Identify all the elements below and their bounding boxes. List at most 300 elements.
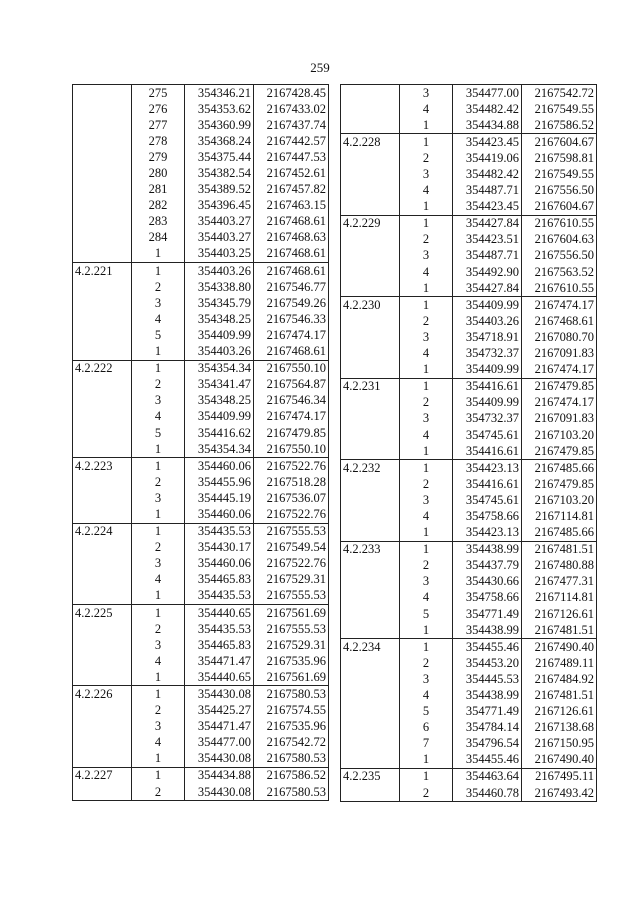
- point-number-cell: 4: [400, 346, 453, 362]
- point-number-cell: 3: [400, 248, 453, 264]
- point-number-cell: 4: [400, 183, 453, 199]
- table-row: [341, 166, 597, 182]
- point-number-cell: 1: [132, 246, 185, 263]
- x-coordinate-cell: 354338.80: [185, 279, 254, 295]
- point-number-cell: 1: [400, 134, 453, 151]
- y-coordinate-cell: 2167468.61: [254, 246, 329, 263]
- y-coordinate-cell: 2167481.51: [522, 541, 597, 558]
- x-coordinate-cell: 354463.64: [453, 768, 522, 785]
- y-coordinate-cell: 2167586.52: [254, 767, 329, 784]
- point-number-cell: 4: [400, 590, 453, 606]
- point-number-cell: 2: [132, 784, 185, 801]
- table-row: [73, 409, 329, 425]
- section-cell: 4.2.234: [341, 639, 400, 656]
- section-cell: [73, 230, 132, 246]
- point-number-cell: 1: [400, 541, 453, 558]
- x-coordinate-cell: 354409.99: [453, 362, 522, 379]
- table-row: [73, 621, 329, 637]
- x-coordinate-cell: 354416.62: [185, 425, 254, 441]
- table-row: [341, 655, 597, 671]
- point-number-cell: 1: [400, 525, 453, 542]
- point-number-cell: 4: [132, 653, 185, 669]
- point-number-cell: 1: [132, 686, 185, 703]
- table-row: [73, 540, 329, 556]
- point-number-cell: 276: [132, 101, 185, 117]
- table-row: [73, 669, 329, 686]
- table-row: [341, 101, 597, 117]
- section-cell: [341, 590, 400, 606]
- table-row: [341, 362, 597, 379]
- y-coordinate-cell: 2167598.81: [522, 150, 597, 166]
- table-row: [73, 360, 329, 377]
- table-row: [73, 101, 329, 117]
- section-cell: [73, 393, 132, 409]
- section-cell: [73, 490, 132, 506]
- x-coordinate-cell: 354482.42: [453, 101, 522, 117]
- table-row: [341, 785, 597, 802]
- x-coordinate-cell: 354427.84: [453, 215, 522, 232]
- table-row: [73, 425, 329, 441]
- x-coordinate-cell: 354440.65: [185, 669, 254, 686]
- y-coordinate-cell: 2167561.69: [254, 669, 329, 686]
- table-row: [73, 637, 329, 653]
- section-cell: [73, 784, 132, 801]
- x-coordinate-cell: 354465.83: [185, 637, 254, 653]
- point-number-cell: 1: [400, 199, 453, 216]
- section-cell: [341, 101, 400, 117]
- y-coordinate-cell: 2167479.85: [254, 425, 329, 441]
- y-coordinate-cell: 2167468.61: [254, 263, 329, 280]
- y-coordinate-cell: 2167474.17: [254, 327, 329, 343]
- y-coordinate-cell: 2167468.61: [254, 344, 329, 361]
- y-coordinate-cell: 2167150.95: [522, 736, 597, 752]
- y-coordinate-cell: 2167546.33: [254, 311, 329, 327]
- section-cell: [341, 346, 400, 362]
- table-row: [341, 704, 597, 720]
- x-coordinate-cell: 354403.27: [185, 214, 254, 230]
- table-row: [73, 703, 329, 719]
- point-number-cell: 5: [132, 327, 185, 343]
- x-coordinate-cell: 354353.62: [185, 101, 254, 117]
- table-row: [341, 117, 597, 134]
- section-cell: [341, 264, 400, 280]
- point-number-cell: 3: [400, 166, 453, 182]
- x-coordinate-cell: 354465.83: [185, 572, 254, 588]
- x-coordinate-cell: 354425.27: [185, 703, 254, 719]
- point-number-cell: 2: [400, 476, 453, 492]
- x-coordinate-cell: 354341.47: [185, 377, 254, 393]
- point-number-cell: 1: [400, 460, 453, 477]
- x-coordinate-cell: 354430.08: [185, 751, 254, 768]
- x-coordinate-cell: 354427.84: [453, 280, 522, 297]
- section-cell: [341, 150, 400, 166]
- point-number-cell: 1: [400, 768, 453, 785]
- section-cell: [73, 344, 132, 361]
- y-coordinate-cell: 2167468.61: [522, 313, 597, 329]
- table-row: [73, 784, 329, 801]
- table-row: [73, 719, 329, 735]
- x-coordinate-cell: 354403.26: [185, 344, 254, 361]
- section-cell: 4.2.226: [73, 686, 132, 703]
- y-coordinate-cell: 2167546.77: [254, 279, 329, 295]
- y-coordinate-cell: 2167574.55: [254, 703, 329, 719]
- section-cell: [341, 671, 400, 687]
- section-cell: [341, 622, 400, 639]
- y-coordinate-cell: 2167542.72: [254, 735, 329, 751]
- y-coordinate-cell: 2167604.67: [522, 199, 597, 216]
- point-number-cell: 1: [400, 443, 453, 460]
- point-number-cell: 1: [132, 669, 185, 686]
- y-coordinate-cell: 2167556.50: [522, 183, 597, 199]
- x-coordinate-cell: 354453.20: [453, 655, 522, 671]
- section-cell: [341, 427, 400, 443]
- point-number-cell: 4: [132, 735, 185, 751]
- x-coordinate-cell: 354482.42: [453, 166, 522, 182]
- section-cell: [341, 166, 400, 182]
- x-coordinate-cell: 354430.08: [185, 784, 254, 801]
- point-number-cell: 1: [132, 360, 185, 377]
- point-number-cell: 1: [400, 378, 453, 395]
- x-coordinate-cell: 354430.66: [453, 574, 522, 590]
- x-coordinate-cell: 354416.61: [453, 378, 522, 395]
- y-coordinate-cell: 2167542.72: [522, 85, 597, 102]
- y-coordinate-cell: 2167091.83: [522, 411, 597, 427]
- section-cell: [341, 443, 400, 460]
- point-number-cell: 2: [132, 377, 185, 393]
- x-coordinate-cell: 354423.45: [453, 199, 522, 216]
- y-coordinate-cell: 2167442.57: [254, 133, 329, 149]
- point-number-cell: 281: [132, 182, 185, 198]
- table-row: [341, 264, 597, 280]
- section-cell: [73, 719, 132, 735]
- x-coordinate-cell: 354477.00: [185, 735, 254, 751]
- table-row: [341, 492, 597, 508]
- table-row: [73, 751, 329, 768]
- x-coordinate-cell: 354419.06: [453, 150, 522, 166]
- table-row: [73, 572, 329, 588]
- table-row: [73, 182, 329, 198]
- x-coordinate-cell: 354796.54: [453, 736, 522, 752]
- table-row: [73, 441, 329, 458]
- table-row: [341, 768, 597, 785]
- table-row: [341, 590, 597, 606]
- table-row: [73, 295, 329, 311]
- point-number-cell: 2: [132, 703, 185, 719]
- x-coordinate-cell: 354423.13: [453, 460, 522, 477]
- y-coordinate-cell: 2167610.55: [522, 280, 597, 297]
- y-coordinate-cell: 2167549.54: [254, 540, 329, 556]
- y-coordinate-cell: 2167604.67: [522, 134, 597, 151]
- point-number-cell: 4: [400, 101, 453, 117]
- section-cell: [73, 572, 132, 588]
- section-cell: [341, 199, 400, 216]
- x-coordinate-cell: 354416.61: [453, 476, 522, 492]
- table-row: [73, 198, 329, 214]
- point-number-cell: 1: [132, 458, 185, 475]
- section-cell: [73, 198, 132, 214]
- y-coordinate-cell: 2167474.17: [522, 297, 597, 314]
- y-coordinate-cell: 2167580.53: [254, 751, 329, 768]
- section-cell: [73, 295, 132, 311]
- section-cell: [73, 653, 132, 669]
- point-number-cell: 4: [400, 687, 453, 703]
- section-cell: [73, 474, 132, 490]
- x-coordinate-cell: 354455.96: [185, 474, 254, 490]
- section-cell: [73, 409, 132, 425]
- x-coordinate-cell: 354771.49: [453, 606, 522, 622]
- x-coordinate-cell: 354354.34: [185, 360, 254, 377]
- table-row: [341, 558, 597, 574]
- x-coordinate-cell: 354409.99: [453, 297, 522, 314]
- section-cell: [73, 133, 132, 149]
- table-row: [341, 460, 597, 477]
- y-coordinate-cell: 2167447.53: [254, 149, 329, 165]
- x-coordinate-cell: 354460.06: [185, 458, 254, 475]
- x-coordinate-cell: 354409.99: [185, 409, 254, 425]
- section-cell: [73, 117, 132, 133]
- point-number-cell: 3: [132, 637, 185, 653]
- section-cell: 4.2.229: [341, 215, 400, 232]
- section-cell: [73, 377, 132, 393]
- y-coordinate-cell: 2167479.85: [522, 443, 597, 460]
- section-cell: [341, 752, 400, 769]
- table-row: [73, 85, 329, 102]
- x-coordinate-cell: 354758.66: [453, 508, 522, 524]
- point-number-cell: 1: [132, 344, 185, 361]
- table-row: [341, 736, 597, 752]
- table-row: [341, 329, 597, 345]
- section-cell: [73, 588, 132, 605]
- y-coordinate-cell: 2167474.17: [522, 395, 597, 411]
- section-cell: [73, 165, 132, 181]
- y-coordinate-cell: 2167580.53: [254, 686, 329, 703]
- table-row: [341, 280, 597, 297]
- x-coordinate-cell: 354368.24: [185, 133, 254, 149]
- y-coordinate-cell: 2167550.10: [254, 360, 329, 377]
- table-row: [73, 474, 329, 490]
- x-coordinate-cell: 354732.37: [453, 411, 522, 427]
- y-coordinate-cell: 2167480.88: [522, 558, 597, 574]
- y-coordinate-cell: 2167468.63: [254, 230, 329, 246]
- section-cell: 4.2.230: [341, 297, 400, 314]
- x-coordinate-cell: 354718.91: [453, 329, 522, 345]
- section-cell: [341, 395, 400, 411]
- point-number-cell: 284: [132, 230, 185, 246]
- section-cell: 4.2.221: [73, 263, 132, 280]
- x-coordinate-cell: 354438.99: [453, 622, 522, 639]
- y-coordinate-cell: 2167555.53: [254, 588, 329, 605]
- point-number-cell: 3: [132, 556, 185, 572]
- table-row: [341, 752, 597, 769]
- point-number-cell: 5: [400, 606, 453, 622]
- y-coordinate-cell: 2167479.85: [522, 378, 597, 395]
- point-number-cell: 1: [132, 767, 185, 784]
- y-coordinate-cell: 2167490.40: [522, 752, 597, 769]
- section-cell: [341, 476, 400, 492]
- table-row: [73, 246, 329, 263]
- x-coordinate-cell: 354375.44: [185, 149, 254, 165]
- y-coordinate-cell: 2167457.82: [254, 182, 329, 198]
- section-cell: [341, 117, 400, 134]
- point-number-cell: 1: [132, 588, 185, 605]
- table-row: [73, 767, 329, 784]
- table-row: [341, 215, 597, 232]
- point-number-cell: 3: [132, 295, 185, 311]
- y-coordinate-cell: 2167555.53: [254, 523, 329, 540]
- table-row: [341, 313, 597, 329]
- y-coordinate-cell: 2167549.26: [254, 295, 329, 311]
- point-number-cell: 278: [132, 133, 185, 149]
- x-coordinate-cell: 354409.99: [453, 395, 522, 411]
- y-coordinate-cell: 2167604.63: [522, 232, 597, 248]
- x-coordinate-cell: 354435.53: [185, 523, 254, 540]
- table-row: [341, 687, 597, 703]
- point-number-cell: 1: [132, 751, 185, 768]
- table-row: [341, 183, 597, 199]
- y-coordinate-cell: 2167091.83: [522, 346, 597, 362]
- section-cell: [73, 669, 132, 686]
- section-cell: 4.2.227: [73, 767, 132, 784]
- table-row: [73, 735, 329, 751]
- y-coordinate-cell: 2167437.74: [254, 117, 329, 133]
- point-number-cell: 3: [400, 671, 453, 687]
- x-coordinate-cell: 354477.00: [453, 85, 522, 102]
- point-number-cell: 6: [400, 720, 453, 736]
- section-cell: 4.2.225: [73, 605, 132, 622]
- section-cell: 4.2.232: [341, 460, 400, 477]
- x-coordinate-cell: 354403.25: [185, 246, 254, 263]
- point-number-cell: 2: [400, 785, 453, 802]
- section-cell: [73, 506, 132, 523]
- point-number-cell: 2: [400, 655, 453, 671]
- table-row: [341, 574, 597, 590]
- y-coordinate-cell: 2167463.15: [254, 198, 329, 214]
- x-coordinate-cell: 354430.17: [185, 540, 254, 556]
- section-cell: [73, 540, 132, 556]
- x-coordinate-cell: 354348.25: [185, 393, 254, 409]
- y-coordinate-cell: 2167481.51: [522, 622, 597, 639]
- table-row: [73, 653, 329, 669]
- point-number-cell: 1: [400, 622, 453, 639]
- section-cell: [341, 785, 400, 802]
- point-number-cell: 3: [400, 85, 453, 102]
- point-number-cell: 275: [132, 85, 185, 102]
- table-row: [341, 525, 597, 542]
- section-cell: [73, 703, 132, 719]
- x-coordinate-cell: 354487.71: [453, 248, 522, 264]
- x-coordinate-cell: 354423.45: [453, 134, 522, 151]
- y-coordinate-cell: 2167586.52: [522, 117, 597, 134]
- y-coordinate-cell: 2167138.68: [522, 720, 597, 736]
- table-row: [73, 506, 329, 523]
- point-number-cell: 1: [400, 117, 453, 134]
- section-cell: [73, 327, 132, 343]
- point-number-cell: 5: [132, 425, 185, 441]
- point-number-cell: 283: [132, 214, 185, 230]
- section-cell: [341, 329, 400, 345]
- x-coordinate-cell: 354758.66: [453, 590, 522, 606]
- table-row: [73, 311, 329, 327]
- table-row: [341, 639, 597, 656]
- section-cell: [341, 720, 400, 736]
- x-coordinate-cell: 354435.53: [185, 588, 254, 605]
- section-cell: [341, 655, 400, 671]
- point-number-cell: 3: [132, 719, 185, 735]
- x-coordinate-cell: 354745.61: [453, 427, 522, 443]
- table-row: [341, 622, 597, 639]
- point-number-cell: 1: [400, 362, 453, 379]
- x-coordinate-cell: 354460.06: [185, 556, 254, 572]
- point-number-cell: 1: [132, 605, 185, 622]
- section-cell: [73, 751, 132, 768]
- y-coordinate-cell: 2167563.52: [522, 264, 597, 280]
- section-cell: [341, 574, 400, 590]
- y-coordinate-cell: 2167555.53: [254, 621, 329, 637]
- section-cell: [73, 735, 132, 751]
- point-number-cell: 1: [132, 523, 185, 540]
- y-coordinate-cell: 2167481.51: [522, 687, 597, 703]
- point-number-cell: 4: [132, 572, 185, 588]
- point-number-cell: 2: [400, 395, 453, 411]
- section-cell: [73, 101, 132, 117]
- x-coordinate-cell: 354445.53: [453, 671, 522, 687]
- table-row: [341, 720, 597, 736]
- x-coordinate-cell: 354348.25: [185, 311, 254, 327]
- y-coordinate-cell: 2167103.20: [522, 427, 597, 443]
- table-row: [341, 346, 597, 362]
- x-coordinate-cell: 354382.54: [185, 165, 254, 181]
- point-number-cell: 2: [132, 621, 185, 637]
- section-cell: [341, 280, 400, 297]
- table-row: [341, 395, 597, 411]
- section-cell: 4.2.231: [341, 378, 400, 395]
- x-coordinate-cell: 354434.88: [185, 767, 254, 784]
- y-coordinate-cell: 2167474.17: [522, 362, 597, 379]
- table-row: [73, 605, 329, 622]
- table-row: [341, 476, 597, 492]
- table-row: [73, 458, 329, 475]
- point-number-cell: 279: [132, 149, 185, 165]
- table-row: [73, 133, 329, 149]
- y-coordinate-cell: 2167126.61: [522, 606, 597, 622]
- y-coordinate-cell: 2167535.96: [254, 719, 329, 735]
- y-coordinate-cell: 2167522.76: [254, 458, 329, 475]
- y-coordinate-cell: 2167556.50: [522, 248, 597, 264]
- section-cell: [341, 248, 400, 264]
- section-cell: [341, 736, 400, 752]
- section-cell: [73, 214, 132, 230]
- point-number-cell: 3: [400, 329, 453, 345]
- y-coordinate-cell: 2167103.20: [522, 492, 597, 508]
- section-cell: [73, 621, 132, 637]
- table-row: [73, 588, 329, 605]
- section-cell: 4.2.233: [341, 541, 400, 558]
- point-number-cell: 4: [400, 427, 453, 443]
- y-coordinate-cell: 2167561.69: [254, 605, 329, 622]
- y-coordinate-cell: 2167490.40: [522, 639, 597, 656]
- point-number-cell: 1: [400, 215, 453, 232]
- x-coordinate-cell: 354492.90: [453, 264, 522, 280]
- x-coordinate-cell: 354403.26: [453, 313, 522, 329]
- y-coordinate-cell: 2167518.28: [254, 474, 329, 490]
- point-number-cell: 4: [132, 409, 185, 425]
- section-cell: [341, 232, 400, 248]
- x-coordinate-cell: 354471.47: [185, 653, 254, 669]
- point-number-cell: 2: [400, 313, 453, 329]
- x-coordinate-cell: 354437.79: [453, 558, 522, 574]
- table-row: [341, 248, 597, 264]
- x-coordinate-cell: 354460.78: [453, 785, 522, 802]
